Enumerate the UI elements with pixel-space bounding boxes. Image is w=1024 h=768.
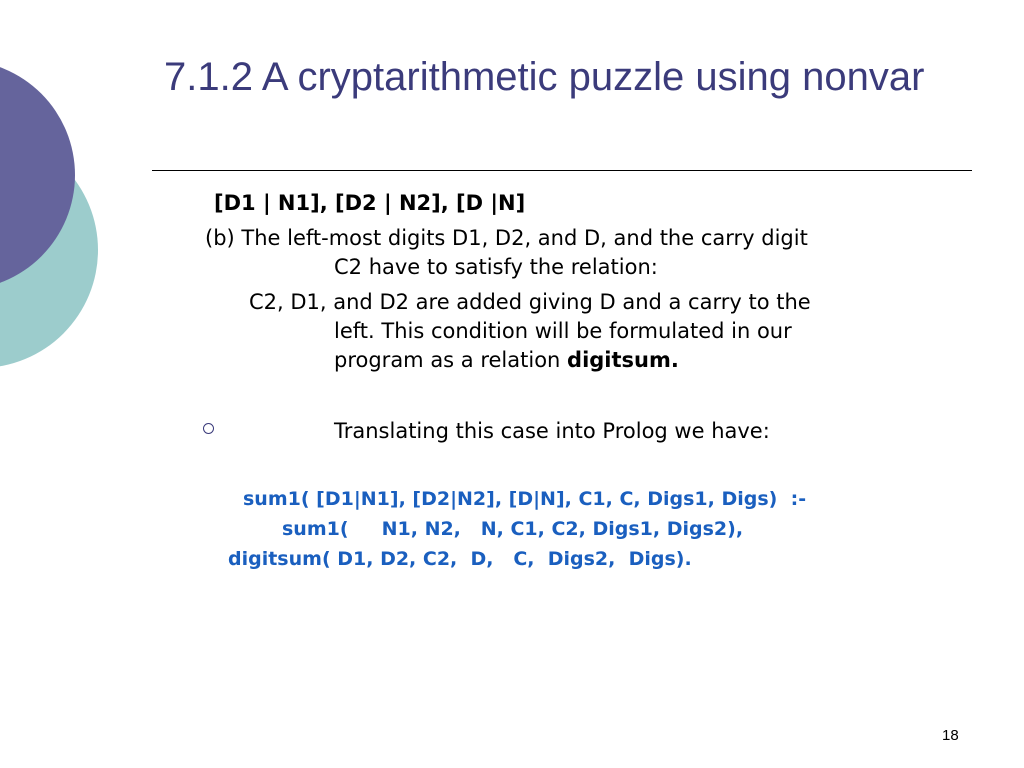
decorative-circles [0, 0, 140, 420]
case-b-line-1: (b) The left-most digits D1, D2, and D, and the carry digit [205, 226, 808, 250]
translation-bullet-text: Translating this case into Prolog we have: [334, 419, 770, 443]
lists-line: [D1 | N1], [D2 | N2], [D |N] [214, 191, 526, 215]
prolog-code-line-1: sum1( [D1|N1], [D2|N2], [D|N], C1, C, Digs1, Digs) :- [243, 488, 807, 510]
relation-line-2: left. This condition will be formulated in our [334, 319, 792, 343]
title-divider [152, 170, 972, 171]
relation-line-3-text: program as a relation [334, 348, 568, 372]
slide-number: 18 [942, 727, 959, 744]
prolog-code-line-3: digitsum( D1, D2, C2, D, C, Digs2, Digs). [228, 548, 692, 570]
prolog-code-line-2: sum1( N1, N2, N, C1, C2, Digs1, Digs2), [282, 518, 744, 540]
slide-title: 7.1.2 A cryptarithmetic puzzle using nonvar [164, 55, 925, 99]
hollow-circle-bullet-icon [203, 423, 214, 434]
relation-line-1: C2, D1, and D2 are added giving D and a carry to the [249, 290, 811, 314]
digitsum-term: digitsum. [567, 348, 679, 372]
relation-line-3 [334, 346, 679, 375]
case-b-line-2: C2 have to satisfy the relation: [334, 255, 658, 279]
